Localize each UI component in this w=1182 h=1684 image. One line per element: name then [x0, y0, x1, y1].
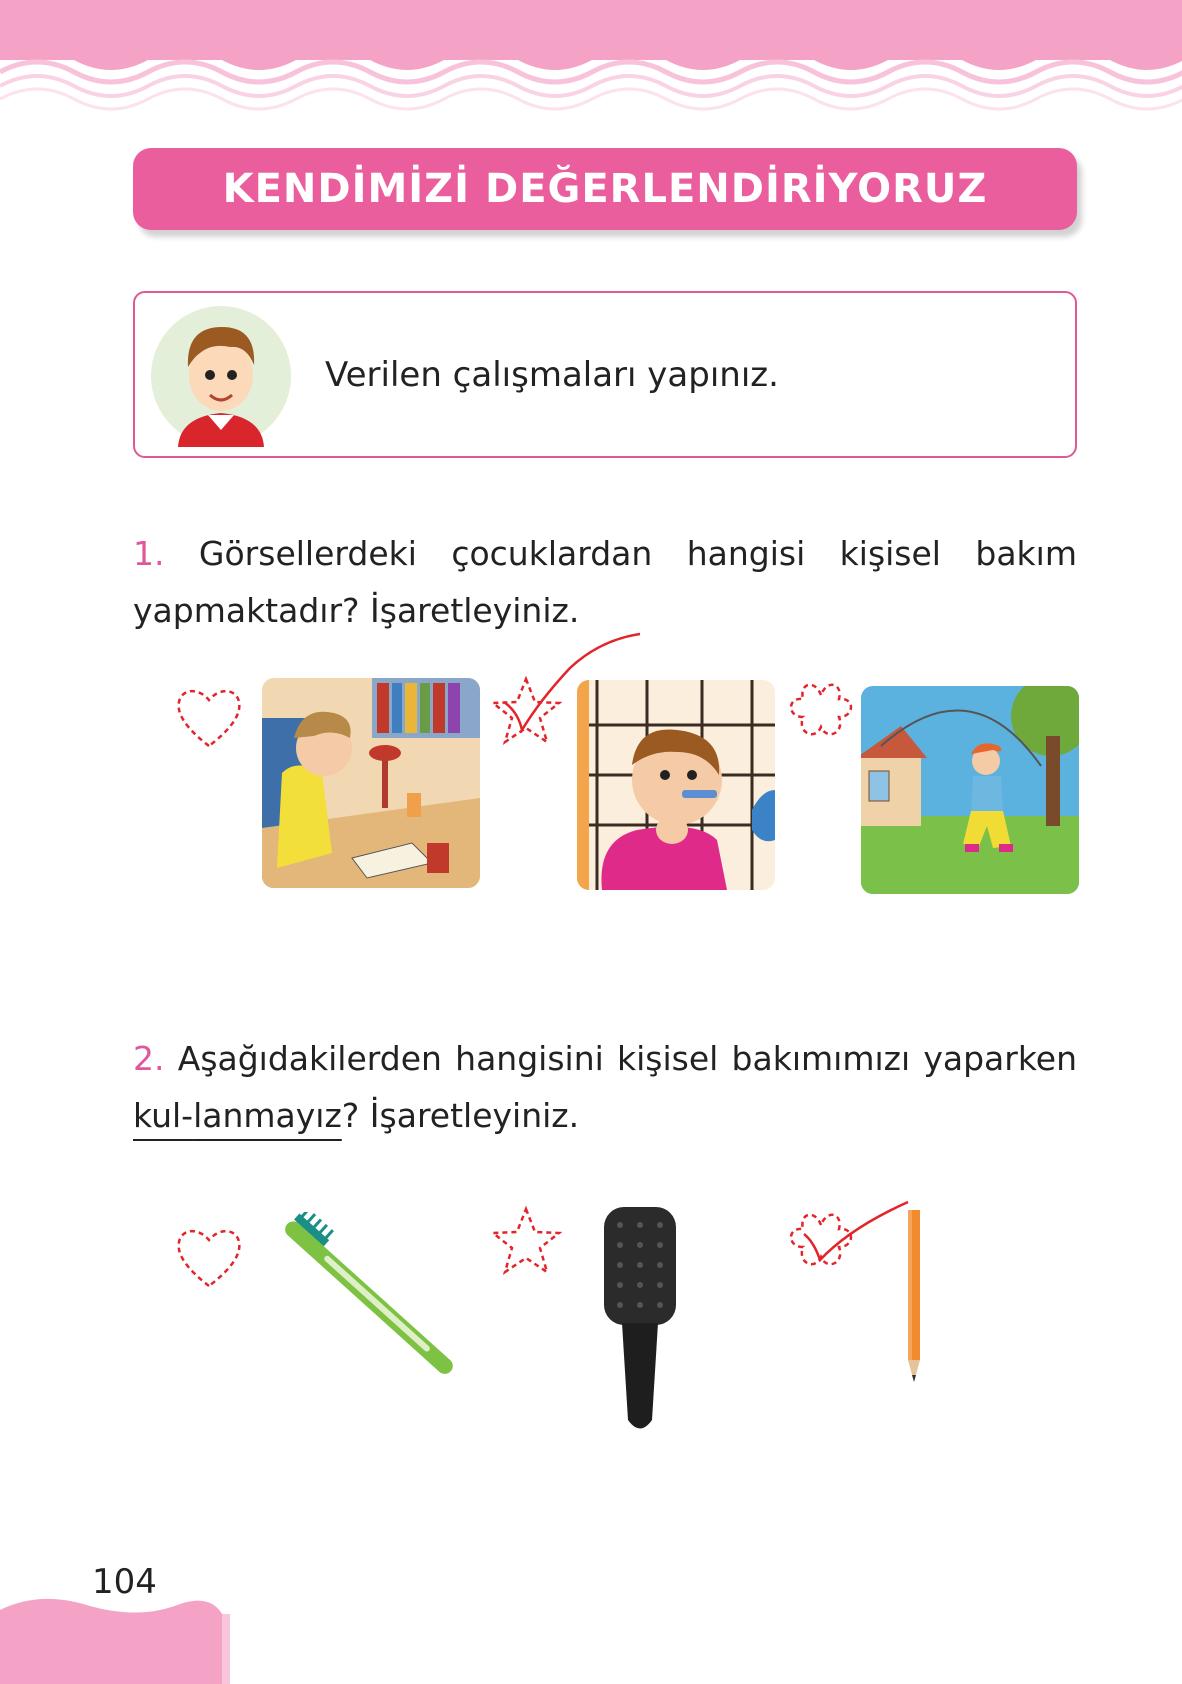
flower-icon[interactable] — [785, 675, 857, 747]
boy-avatar-icon — [150, 305, 292, 447]
heart-icon[interactable] — [173, 1220, 245, 1292]
girl-jumping-rope-image[interactable] — [861, 686, 1079, 894]
instruction-text: Verilen çalışmaları yapınız. — [325, 355, 779, 395]
question-2-number: 2. — [133, 1039, 165, 1078]
question-2-underlined-1: kul- — [133, 1096, 194, 1135]
child-brushing-teeth-image[interactable] — [577, 680, 775, 890]
question-1-number: 1. — [133, 534, 165, 573]
toothbrush-image[interactable] — [265, 1212, 475, 1397]
star-icon[interactable] — [490, 1205, 562, 1277]
question-1 — [133, 525, 1077, 639]
section-title-bar — [133, 148, 1077, 230]
heart-icon[interactable] — [173, 680, 245, 752]
child-reading-image[interactable] — [262, 678, 480, 888]
question-2-text-after: ? İşaretleyiniz. — [341, 1096, 580, 1135]
question-2 — [133, 1030, 1077, 1144]
page-number: 104 — [92, 1562, 157, 1602]
hairbrush-image[interactable] — [600, 1205, 680, 1433]
question-2-underlined-2: lanmayız — [193, 1096, 342, 1135]
page-corner-tab — [0, 1590, 230, 1684]
question-2-text: Aşağıdakilerden hangisini kişisel bakımımızı yaparken — [177, 1039, 1077, 1078]
pencil-image[interactable] — [905, 1210, 923, 1390]
question-1-text: Görsellerdeki çocuklardan hangisi kişisel bakım yapmaktadır? İşaretleyiniz. — [133, 534, 1077, 630]
check-mark-icon — [800, 1198, 912, 1266]
top-banner — [0, 0, 1182, 115]
section-title: KENDİMİZİ DEĞERLENDİRİYORUZ — [222, 166, 988, 212]
